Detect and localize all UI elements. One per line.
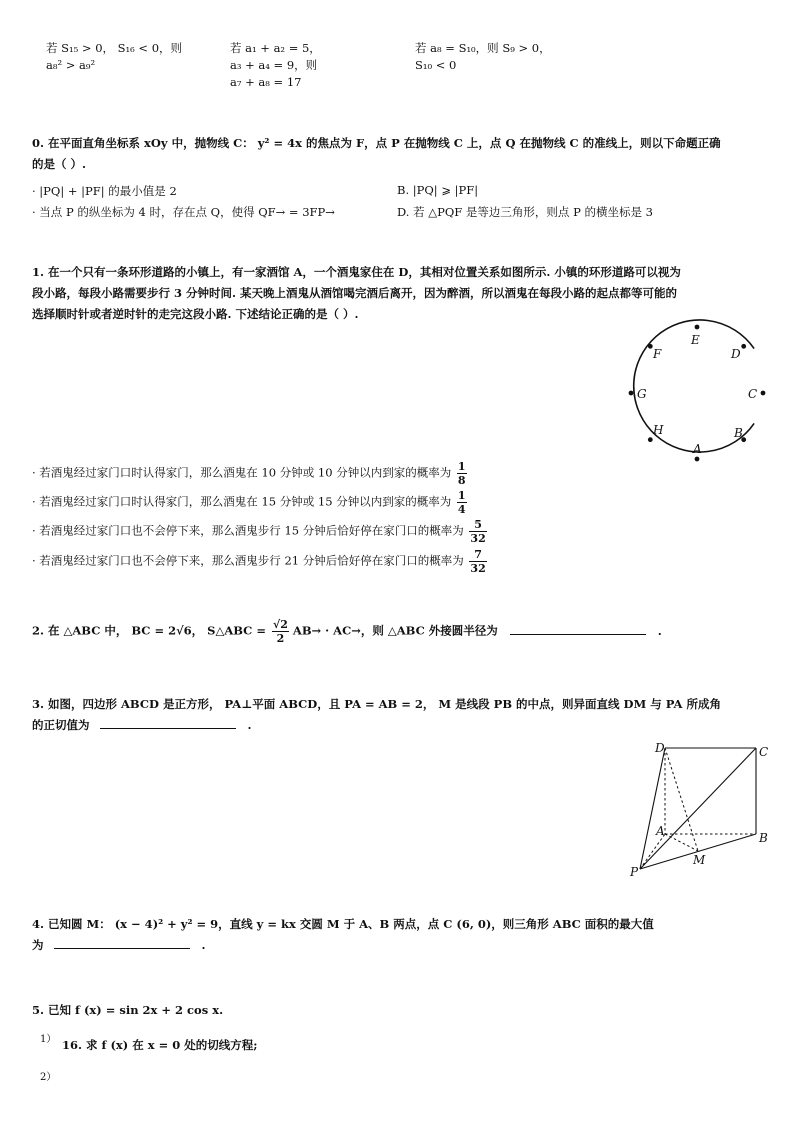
q11-line1: 1. 在一个只有一条环形道路的小镇上，有一家酒馆 A，一个酒鬼家住在 D，其相对位置关系如图所示. 小镇的环形道路可以视为 [32,265,681,279]
q14-answer-blank[interactable] [54,938,190,949]
q13-stem [32,694,721,736]
top-option-2-line3: a₇ + a₈ = 17 [230,75,302,89]
top-option-1-line2: a₈² > a₉² [46,58,96,72]
q10-stem [32,133,721,175]
q14-end: . [201,938,206,952]
q11-option-d-num: 7 [469,548,486,562]
top-option-3 [415,40,551,74]
point-g [629,391,634,396]
q11-line2: 段小路，每段小路需要步行 3 分钟时间. 某天晚上酒鬼从酒馆喝完酒后离开，因为醉酒，所以酒鬼在每段小路的起点都等可能的 [32,286,678,300]
q11-option-b-num: 1 [457,489,466,502]
q11-option-a-text: · 若酒鬼经过家门口时认得家门，那么酒鬼在 10 分钟或 10 分钟以内到家的概率为 [32,465,452,480]
label-p: P [630,865,639,879]
q11-option-b [32,489,467,516]
q14-stem [32,914,654,956]
edge-dm [665,748,698,851]
q11-option-b-den: 4 [457,503,466,516]
q11-option-d-den: 32 [470,562,486,575]
q11-option-d-text: · 若酒鬼经过家门口也不会停下来，那么酒鬼步行 21 分钟后恰好停在家门口的概率为 [32,553,464,568]
q12-fraction [272,618,289,645]
q12-frac-num: √2 [272,618,288,631]
q10-option-d: D. 若 △PQF 是等边三角形，则点 P 的横坐标是 3 [397,205,653,219]
q13-line1: 3. 如图，四边形 ABCD 是正方形， PA⊥平面 ABCD，且 PA = AB = 2， M 是线段 PB 的中点，则异面直线 DM 与 PA 所成角 [32,697,721,711]
q11-option-a-num: 1 [457,460,466,473]
q15-part1-marker: 1） [40,1034,57,1045]
q13-end: . [247,718,252,732]
q11-option-a [32,460,467,487]
q11-option-d [32,548,487,575]
label-b: B [759,831,768,845]
label-m: M [693,853,706,867]
point-a [695,457,700,462]
q14-line2: 为 [32,938,44,952]
q13-line2: 的正切值为 [32,718,90,732]
q15-part1: 16. 求 f (x) 在 x = 0 处的切线方程; [62,1038,258,1052]
q15-stem: 5. 已知 f (x) = sin 2x + 2 cos x. [32,1003,224,1017]
q12-suffix: AB→ · AC→，则 △ABC 外接圆半径为 [292,623,498,638]
q12-stem [32,618,662,645]
top-option-3-line2: S₁₀ < 0 [415,58,457,72]
point-d [741,344,746,349]
q12-frac-den: 2 [276,632,285,645]
edge-am [665,834,698,851]
label-g: G [637,387,647,401]
point-c [761,391,766,396]
q11-option-a-den: 8 [457,474,466,487]
top-option-2-line1: 若 a₁ + a₂ = 5， [230,41,321,55]
q11-option-d-fraction [469,548,486,575]
q12-answer-blank[interactable] [510,624,646,635]
label-a: A [656,824,665,838]
q15-part2-marker: 2） [40,1072,57,1083]
q11-option-c-text: · 若酒鬼经过家门口也不会停下来，那么酒鬼步行 15 分钟后恰好停在家门口的概率为 [32,523,464,538]
q11-option-c-fraction [469,518,486,545]
q11-stem [32,262,681,325]
q11-option-c-den: 32 [470,532,486,545]
label-b: B [734,426,743,440]
q10-option-b: B. |PQ| ⩾ |PF| [397,183,479,197]
pyramid-figure [625,738,770,883]
q11-option-c-num: 5 [469,518,486,532]
q10-option-a: · |PQ| + |PF| 的最小值是 2 [32,184,177,198]
label-e: E [691,333,700,347]
q11-option-c [32,518,487,545]
q13-line2-row [32,715,721,736]
q10-line2: 的是（ ）. [32,157,87,171]
q11-option-a-fraction [457,460,467,487]
top-option-3-line1: 若 a₈ = S₁₀，则 S₉ > 0， [415,41,551,55]
label-d: D [731,347,741,361]
point-e [695,325,700,330]
q14-line2-row [32,935,654,956]
point-f [648,344,653,349]
label-h: H [653,423,664,437]
q11-option-b-fraction [457,489,467,516]
label-a: A [693,442,702,456]
q10-option-c: · 当点 P 的纵坐标为 4 时，存在点 Q，使得 QF→ = 3FP→ [32,205,335,219]
label-f: F [653,347,662,361]
top-option-1 [46,40,182,74]
point-h [648,437,653,442]
top-option-1-line1: 若 S₁₅ > 0， S₁₆ < 0，则 [46,41,183,55]
q11-option-b-text: · 若酒鬼经过家门口时认得家门，那么酒鬼在 15 分钟或 15 分钟以内到家的概率为 [32,494,452,509]
top-option-2-line2: a₃ + a₄ = 9，则 [230,58,318,72]
q10-line1: 0. 在平面直角坐标系 xOy 中，抛物线 C： y² = 4x 的焦点为 F，点 P 在抛物线 C 上，点 Q 在抛物线 C 的准线上，则以下命题正确 [32,136,721,150]
q11-line3: 选择顺时针或者逆时针的走完这段小路. 下述结论正确的是（ ）. [32,307,359,321]
q14-line1: 4. 已知圆 M： (x − 4)² + y² = 9，直线 y = kx 交圆 M 于 A、B 两点，点 C (6, 0)，则三角形 ABC 面积的最大值 [32,917,654,931]
label-c: C [748,387,758,401]
q13-answer-blank[interactable] [100,718,236,729]
top-option-2 [230,40,321,91]
ring-road-figure [620,318,780,468]
label-c: C [759,745,769,759]
q12-prefix: 2. 在 △ABC 中， BC = 2√6， S△ABC = [32,623,266,638]
label-d: D [655,741,665,755]
q12-end: . [657,623,662,638]
